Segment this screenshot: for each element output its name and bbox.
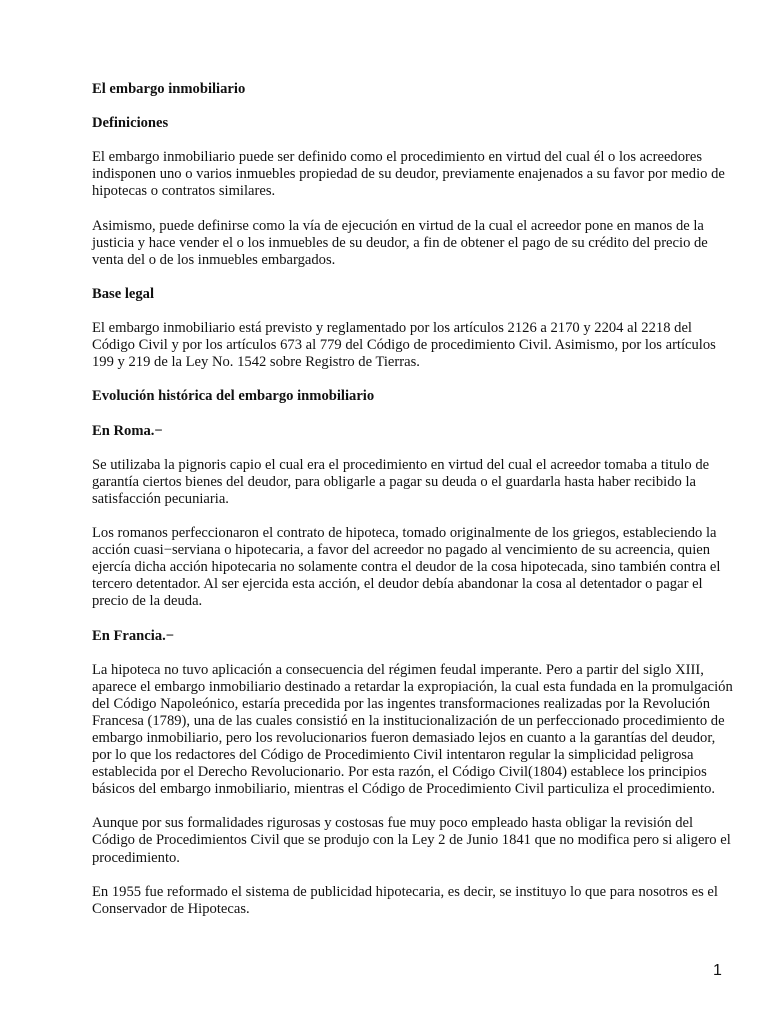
text-line: El embargo inmobiliario está previsto y reglamentado por los artículos 2126 a 2170 y 2204 al 2218 del — [92, 320, 692, 337]
text-line: Aunque por sus formalidades rigurosas y costosas fue muy poco empleado hasta obligar la revisión del — [92, 815, 694, 832]
text-line: 199 y 219 de la Ley No. 1542 sobre Registro de Tierras. — [92, 354, 420, 371]
text-line: indisponen uno o varios inmuebles propiedad de su deudor, previamente enajenados a su favor por medio de — [92, 166, 725, 183]
paragraph — [92, 662, 732, 799]
text-line: Código Civil y por los artículos 673 al 779 del Código de procedimiento Civil. Asimismo, por los artículos — [92, 337, 716, 354]
text-line: Los romanos perfeccionaron el contrato de hipoteca, tomado originalmente de los griegos, estableciendo la — [92, 525, 717, 542]
text-line: Definiciones — [92, 115, 169, 132]
section-heading — [92, 388, 732, 405]
section-heading — [92, 423, 732, 440]
page-number: 1 — [713, 962, 722, 979]
paragraph — [92, 457, 732, 508]
text-line: Asimismo, puede definirse como la vía de ejecución en virtud de la cual el acreedor pone en manos de la — [92, 217, 704, 234]
text-line: En Roma.− — [92, 422, 163, 439]
text-line: hipotecas o contratos similares. — [92, 183, 276, 200]
text-line: Francesa (1789), una de las cuales consistió en la institucionalización de un perfeccionado procedimiento de — [92, 712, 725, 729]
text-line: tercero detentador. Al ser ejercida esta acción, el deudor debía abandonar la cosa al detentador o pagar el — [92, 576, 703, 593]
section-heading — [92, 286, 732, 303]
text-line: En 1955 fue reformado el sistema de publicidad hipotecaria, es decir, se instituyo lo que para nosotros es el — [92, 883, 718, 900]
text-line: aparece el embargo inmobiliario destinado a retardar la expropiación, la cual esta fundada en la promulgación — [92, 678, 733, 695]
text-line: establecida por el Derecho Revolucionario. Por esta razón, el Código Civil(1804) establece los principios — [92, 764, 707, 781]
paragraph — [92, 884, 732, 918]
text-line: procedimiento. — [92, 849, 180, 866]
paragraph — [92, 320, 732, 371]
text-line: del Código Napoleónico, estaría precedida por las ingentes transformaciones realizadas por la Revolución — [92, 695, 710, 712]
document-body — [92, 81, 732, 935]
text-line: El embargo inmobiliario — [92, 81, 246, 97]
section-heading — [92, 115, 732, 132]
text-line: ejercía dicha acción hipotecaria no solamente contra el deudor de la cosa hipotecada, sino también contra el — [92, 559, 721, 576]
text-line: Evolución histórica del embargo inmobiliario — [92, 388, 375, 405]
text-line: El embargo inmobiliario puede ser definido como el procedimiento en virtud del cual él o los acreedores — [92, 149, 703, 166]
text-line: venta del o de los inmuebles embargados. — [92, 251, 336, 268]
text-line: acción cuasi−serviana o hipotecaria, a favor del acreedor no pagado al vencimiento de su acreencia, quien — [92, 542, 711, 559]
section-heading — [92, 628, 732, 645]
text-line: por lo que los redactores del Código de Procedimiento Civil intentaron regular la simplicidad peligrosa — [92, 747, 694, 764]
paragraph — [92, 815, 732, 866]
text-line: garantía ciertos bienes del deudor, para obligarle a pagar su deuda o el guardarla hasta haber recibido la — [92, 473, 696, 490]
text-line: La hipoteca no tuvo aplicación a consecuencia del régimen feudal imperante. Pero a partir del siglo XIII, — [92, 661, 704, 678]
text-line: básicos del embargo inmobiliario, mientras el Código de Procedimiento Civil particuliza el procedimiento. — [92, 781, 716, 798]
text-line: satisfacción pecuniaria. — [92, 490, 229, 507]
text-line: Código de Procedimientos Civil que se produjo con la Ley 2 de Junio 1841 que no modifica pero si aligero el — [92, 832, 731, 849]
text-line: Conservador de Hipotecas. — [92, 900, 250, 917]
section-heading — [92, 81, 732, 98]
paragraph — [92, 149, 732, 200]
paragraph — [92, 218, 732, 269]
text-line: precio de la deuda. — [92, 593, 203, 610]
text-line: En Francia.− — [92, 627, 175, 644]
text-line: embargo inmobiliario, pero los revolucionarios fueron demasiado lejos en cuanto a la garantías del deudor, — [92, 729, 716, 746]
paragraph — [92, 525, 732, 610]
text-line: Se utilizaba la pignoris capio el cual era el procedimiento en virtud del cual el acreedor tomaba a titulo de — [92, 456, 710, 473]
text-line: justicia y hace vender el o los inmuebles de su deudor, a fin de obtener el pago de su crédito del precio de — [92, 234, 708, 251]
text-line: Base legal — [92, 285, 155, 302]
